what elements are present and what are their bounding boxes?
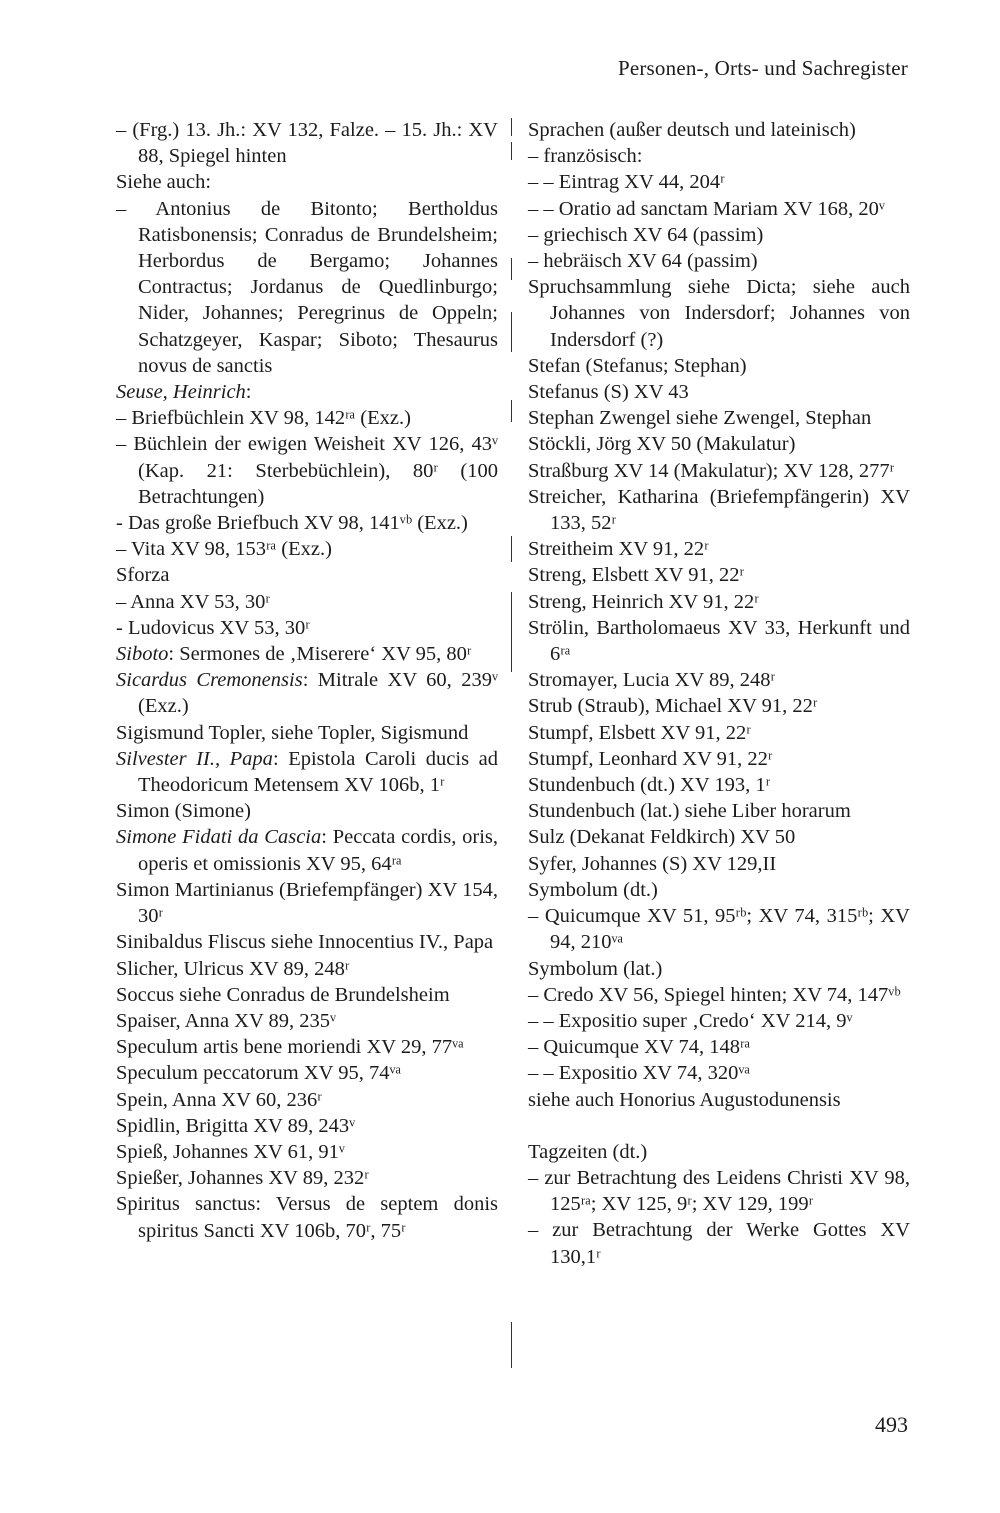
- entry-text: : Sermones de ‚Miserere‘ XV 95, 80ʳ: [168, 643, 472, 666]
- index-entry: [528, 851, 910, 877]
- index-column-left: [116, 117, 498, 1244]
- entry-text: – (Frg.) 13. Jh.: XV 132, Falze. – 15. Jh.: XV 88, Spiegel hinten: [116, 119, 498, 168]
- entry-text: Stephan Zwengel siehe Zwengel, Stephan: [528, 407, 872, 430]
- entry-text: Soccus siehe Conradus de Brundelsheim: [116, 983, 450, 1006]
- index-subentry: [528, 1060, 910, 1086]
- index-subentry: [528, 248, 910, 274]
- index-subentry: [528, 1217, 910, 1269]
- entry-text: Slicher, Ulricus XV 89, 248ʳ: [116, 957, 350, 980]
- entry-text: Speculum artis bene moriendi XV 29, 77ᵛᵃ: [116, 1036, 464, 1059]
- column-divider: [511, 312, 512, 352]
- index-entry: [528, 824, 910, 850]
- index-entry: [528, 484, 910, 536]
- entry-text: – – Eintrag XV 44, 204ʳ: [528, 171, 725, 194]
- entry-text: Stumpf, Elsbett XV 91, 22ʳ: [528, 721, 751, 744]
- index-subentry: [528, 143, 910, 169]
- entry-text: Sigismund Topler, siehe Topler, Sigismund: [116, 721, 469, 744]
- index-entry: [116, 1060, 498, 1086]
- index-subentry: [116, 117, 498, 169]
- entry-text: Symbolum (dt.): [528, 878, 658, 901]
- entry-text: Straßburg XV 14 (Makulatur); XV 128, 277ʳ: [528, 459, 895, 482]
- index-entry: [116, 1008, 498, 1034]
- column-divider: [511, 400, 512, 422]
- entry-title: Sicardus Cremonensis: [116, 669, 303, 692]
- entry-title: Siboto: [116, 643, 169, 666]
- index-entry: [528, 431, 910, 457]
- entry-text: – Anna XV 53, 30ʳ: [116, 590, 270, 613]
- column-divider: [511, 592, 512, 672]
- index-entry: [528, 877, 910, 903]
- entry-text: Spaiser, Anna XV 89, 235ᵛ: [116, 1009, 337, 1032]
- index-subentry: [116, 615, 498, 641]
- entry-text: Stöckli, Jörg XV 50 (Makulatur): [528, 433, 796, 456]
- index-subentry: [528, 222, 910, 248]
- index-entry: [116, 169, 498, 195]
- index-entry: [116, 562, 498, 588]
- entry-text: :: [245, 381, 252, 404]
- index-entry: [116, 956, 498, 982]
- column-divider: [511, 536, 512, 562]
- index-entry: [116, 720, 498, 746]
- entry-text: – französisch:: [528, 145, 643, 168]
- entry-text: Siehe auch:: [116, 171, 212, 194]
- index-subentry: [528, 903, 910, 955]
- index-entry: [528, 798, 910, 824]
- entry-text: Spein, Anna XV 60, 236ʳ: [116, 1088, 322, 1111]
- entry-text: – hebräisch XV 64 (passim): [528, 250, 758, 273]
- index-entry: [116, 1087, 498, 1113]
- entry-text: Stundenbuch (lat.) siehe Liber horarum: [528, 800, 851, 823]
- entry-text: – griechisch XV 64 (passim): [528, 223, 764, 246]
- entry-text: - Das große Briefbuch XV 98, 141ᵛᵇ (Exz.): [116, 512, 468, 535]
- entry-text: – – Expositio XV 74, 320ᵛᵃ: [528, 1062, 750, 1085]
- entry-text: Streicher, Katharina (Briefempfängerin) XV 133, 52ʳ: [528, 485, 910, 535]
- index-entry: [528, 1087, 910, 1113]
- entry-text: Stefanus (S) XV 43: [528, 381, 689, 404]
- entry-text: : Peccata cordis, oris, operis et omissionis XV 95, 64ʳᵃ: [138, 826, 499, 875]
- entry-text: – Vita XV 98, 153ʳᵃ (Exz.): [116, 538, 332, 561]
- index-entry: [528, 379, 910, 405]
- index-entry: [528, 353, 910, 379]
- entry-text: - Ludovicus XV 53, 30ʳ: [116, 616, 310, 639]
- entry-text: Symbolum (lat.): [528, 957, 663, 980]
- index-subentry: [116, 405, 498, 431]
- entry-text: Stefan (Stefanus; Stephan): [528, 354, 747, 377]
- entry-text: Syfer, Johannes (S) XV 129,II: [528, 852, 777, 875]
- entry-text: Spidlin, Brigitta XV 89, 243ᵛ: [116, 1114, 356, 1137]
- index-entry: [116, 1113, 498, 1139]
- index-entry: [528, 746, 910, 772]
- entry-text: Spruchsammlung siehe Dicta; siehe auch Johannes von Indersdorf; Johannes von Indersdorf (?): [528, 276, 910, 351]
- index-entry: [528, 562, 910, 588]
- entry-text: – Antonius de Bitonto; Bertholdus Ratisbonensis; Conradus de Brundelsheim; Herbordus de Bergamo; Johannes Contractus; Jordanus de Quedlinburgo; Nider, Johannes; Peregrinus de Oppeln; Schatzgeyer, Kaspar; Siboto; Thesaurus novus de sanctis: [116, 197, 498, 377]
- entry-text: Strub (Straub), Michael XV 91, 22ʳ: [528, 695, 818, 718]
- entry-text: Stromayer, Lucia XV 89, 248ʳ: [528, 669, 775, 692]
- entry-text: Streitheim XV 91, 22ʳ: [528, 538, 709, 561]
- index-entry: [116, 798, 498, 824]
- entry-text: – Quicumque XV 51, 95ʳᵇ; XV 74, 315ʳᵇ; XV 94, 210ᵛᵃ: [528, 905, 910, 954]
- entry-text: Tagzeiten (dt.): [528, 1140, 648, 1163]
- entry-text: Streng, Elsbett XV 91, 22ʳ: [528, 564, 744, 587]
- index-subentry: [116, 510, 498, 536]
- index-entry: [116, 1034, 498, 1060]
- entry-title: Seuse, Heinrich: [116, 381, 246, 404]
- index-entry: [528, 720, 910, 746]
- index-subentry: [116, 431, 498, 510]
- entry-text: Stundenbuch (dt.) XV 193, 1ʳ: [528, 774, 771, 797]
- entry-text: – – Expositio super ‚Credo‘ XV 214, 9ᵛ: [528, 1009, 853, 1032]
- entry-text: : Epistola Caroli ducis ad Theodoricum Metensem XV 106b, 1ʳ: [138, 747, 499, 797]
- page-number: 493: [875, 1412, 908, 1437]
- entry-text: : Mitrale XV 60, 239ᵛ (Exz.): [138, 669, 498, 718]
- index-entry: [116, 877, 498, 929]
- entry-text: – Credo XV 56, Spiegel hinten; XV 74, 147ᵛᵇ: [528, 983, 901, 1006]
- index-subentry: [116, 196, 498, 379]
- index-subentry: [528, 1034, 910, 1060]
- index-entry: [528, 772, 910, 798]
- entry-text: Stumpf, Leonhard XV 91, 22ʳ: [528, 747, 773, 770]
- entry-text: Sprachen (außer deutsch und lateinisch): [528, 119, 856, 141]
- column-divider: [511, 118, 512, 136]
- index-entry: [528, 589, 910, 615]
- index-entry: [116, 982, 498, 1008]
- entry-text: siehe auch Honorius Augustodunensis: [528, 1088, 841, 1111]
- index-entry: [528, 956, 910, 982]
- entry-text: Sforza: [116, 564, 170, 587]
- entry-text: Spiritus sanctus: Versus de septem donis spiritus Sancti XV 106b, 70ʳ, 75ʳ: [116, 1193, 498, 1242]
- entry-text: Sinibaldus Fliscus siehe Innocentius IV., Papa: [116, 931, 494, 954]
- index-entry: [116, 746, 498, 798]
- entry-text: Speculum peccatorum XV 95, 74ᵛᵃ: [116, 1062, 402, 1085]
- entry-text: – zur Betrachtung des Leidens Christi XV 98, 125ʳᵃ; XV 125, 9ʳ; XV 129, 199ʳ: [528, 1166, 910, 1216]
- entry-title: Silvester II., Papa: [116, 747, 273, 770]
- index-entry: [528, 1139, 910, 1165]
- index-entry: [116, 824, 498, 876]
- column-divider: [511, 142, 512, 160]
- index-subentry: [116, 589, 498, 615]
- index-entry: [528, 274, 910, 353]
- index-entry: [116, 1139, 498, 1165]
- index-subentry: [116, 536, 498, 562]
- index-entry: [116, 929, 498, 955]
- index-entry: [528, 615, 910, 667]
- index-subentry: [528, 1165, 910, 1217]
- entry-text: Spieß, Johannes XV 61, 91ᵛ: [116, 1140, 345, 1163]
- entry-title: Simone Fidati da Cascia: [116, 826, 322, 849]
- index-entry: [528, 458, 910, 484]
- entry-text: Spießer, Johannes XV 89, 232ʳ: [116, 1167, 369, 1190]
- entry-text: – Büchlein der ewigen Weisheit XV 126, 43ᵛ (Kap. 21: Sterbebüchlein), 80ʳ (100 Betrachtungen): [116, 433, 498, 508]
- index-subentry: [528, 196, 910, 222]
- entry-text: – Briefbüchlein XV 98, 142ʳᵃ (Exz.): [116, 407, 411, 430]
- entry-text: – – Oratio ad sanctam Mariam XV 168, 20ᵛ: [528, 197, 885, 220]
- column-divider: [511, 1322, 512, 1368]
- index-subentry: [528, 169, 910, 195]
- entry-text: Streng, Heinrich XV 91, 22ʳ: [528, 590, 759, 613]
- index-entry: [116, 1191, 498, 1243]
- index-entry: [528, 536, 910, 562]
- index-entry: [528, 667, 910, 693]
- index-entry: [528, 117, 910, 143]
- column-divider: [511, 258, 512, 280]
- running-title: Personen-, Orts- und Sachregister: [617, 56, 908, 80]
- index-entry: [528, 693, 910, 719]
- index-subentry: [528, 1008, 910, 1034]
- index-entry: [528, 405, 910, 431]
- entry-text: Strölin, Bartholomaeus XV 33, Herkunft und 6ʳᵃ: [528, 616, 910, 666]
- index-subentry: [528, 982, 910, 1008]
- index-column-right: [528, 117, 910, 1270]
- entry-text: – zur Betrachtung der Werke Gottes XV 130,1ʳ: [528, 1219, 910, 1268]
- entry-text: Simon Martinianus (Briefempfänger) XV 154, 30ʳ: [116, 878, 498, 928]
- index-entry: [116, 379, 498, 405]
- index-entry: [116, 1165, 498, 1191]
- entry-text: Sulz (Dekanat Feldkirch) XV 50: [528, 826, 796, 849]
- index-entry: [116, 667, 498, 719]
- entry-text: – Quicumque XV 74, 148ʳᵃ: [528, 1036, 751, 1059]
- entry-text: Simon (Simone): [116, 800, 251, 823]
- index-entry: [116, 641, 498, 667]
